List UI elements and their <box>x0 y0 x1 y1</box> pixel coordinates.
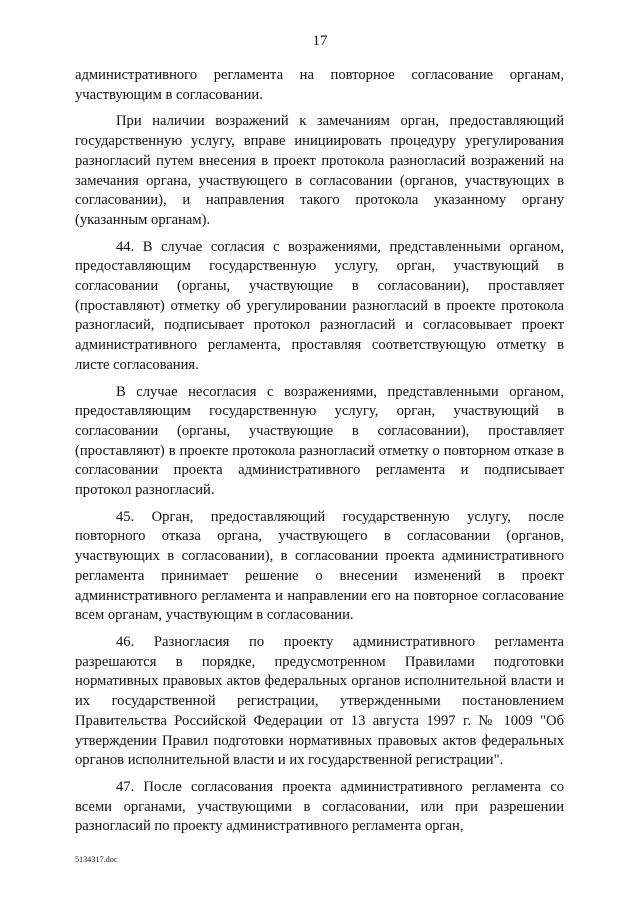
paragraph-44: 44. В случае согласия с возражениями, представленными органом, предоставляющим государственную услугу, орган, участвующий в согласовании (органы, участвующие в согласовании), проставляет (проставляют) отметку об урегулировании разногласий в проекте протокола разногласий, подписывает протокол разногласий и согласовывает проект административного регламента, проставляя соответствующую отметку в листе согласования. <box>75 238 564 373</box>
paragraph-45: 45. Орган, предоставляющий государственную услугу, после повторного отказа органа, участвующего в согласовании (органов, участвующих в согласовании), в согласовании проекта административного регламента принимает решение о внесении изменений в проект административного регламента и направлении его на повторное согласование всем органам, участвующим в согласовании. <box>75 508 564 624</box>
document-file-code: 5134317.doc <box>75 855 118 864</box>
page-number: 17 <box>312 33 328 49</box>
document-body <box>75 66 564 844</box>
paragraph-continuation: административного регламента на повторное согласование органам, участвующим в согласовании. <box>75 67 564 103</box>
paragraph-46: 46. Разногласия по проекту административного регламента разрешаются в порядке, предусмотренном Правилами подготовки нормативных правовых актов федеральных органов исполнительной власти и их государственной регистрации, утвержденными постановлением Правительства Российской Федерации от 13 августа 1997 г. № 1009 "Об утверждении Правил подготовки нормативных правовых актов федеральных органов исполнительной власти и их государственной регистрации". <box>75 633 564 769</box>
paragraph-disagreement: В случае несогласия с возражениями, представленными органом, предоставляющим государственную услугу, орган, участвующий в согласовании (органы, участвующие в согласовании), проставляет (проставляют) в проекте протокола разногласий отметку о повторном отказе в согласовании проекта административного регламента и подписывает протокол разногласий. <box>75 383 564 499</box>
paragraph-objections: При наличии возражений к замечаниям орган, предоставляющий государственную услугу, вправе инициировать процедуру урегулирования разногласий путем внесения в проект протокола разногласий возражений на замечания органа, участвующего в согласовании (органов, участвующих в согласовании), и направления такого протокола указанному органу (указанным органам). <box>75 113 564 228</box>
paragraph-47: 47. После согласования проекта административного регламента со всеми органами, участвующими в согласовании, или при разрешении разногласий по проекту административного регламента орган, <box>75 778 564 835</box>
